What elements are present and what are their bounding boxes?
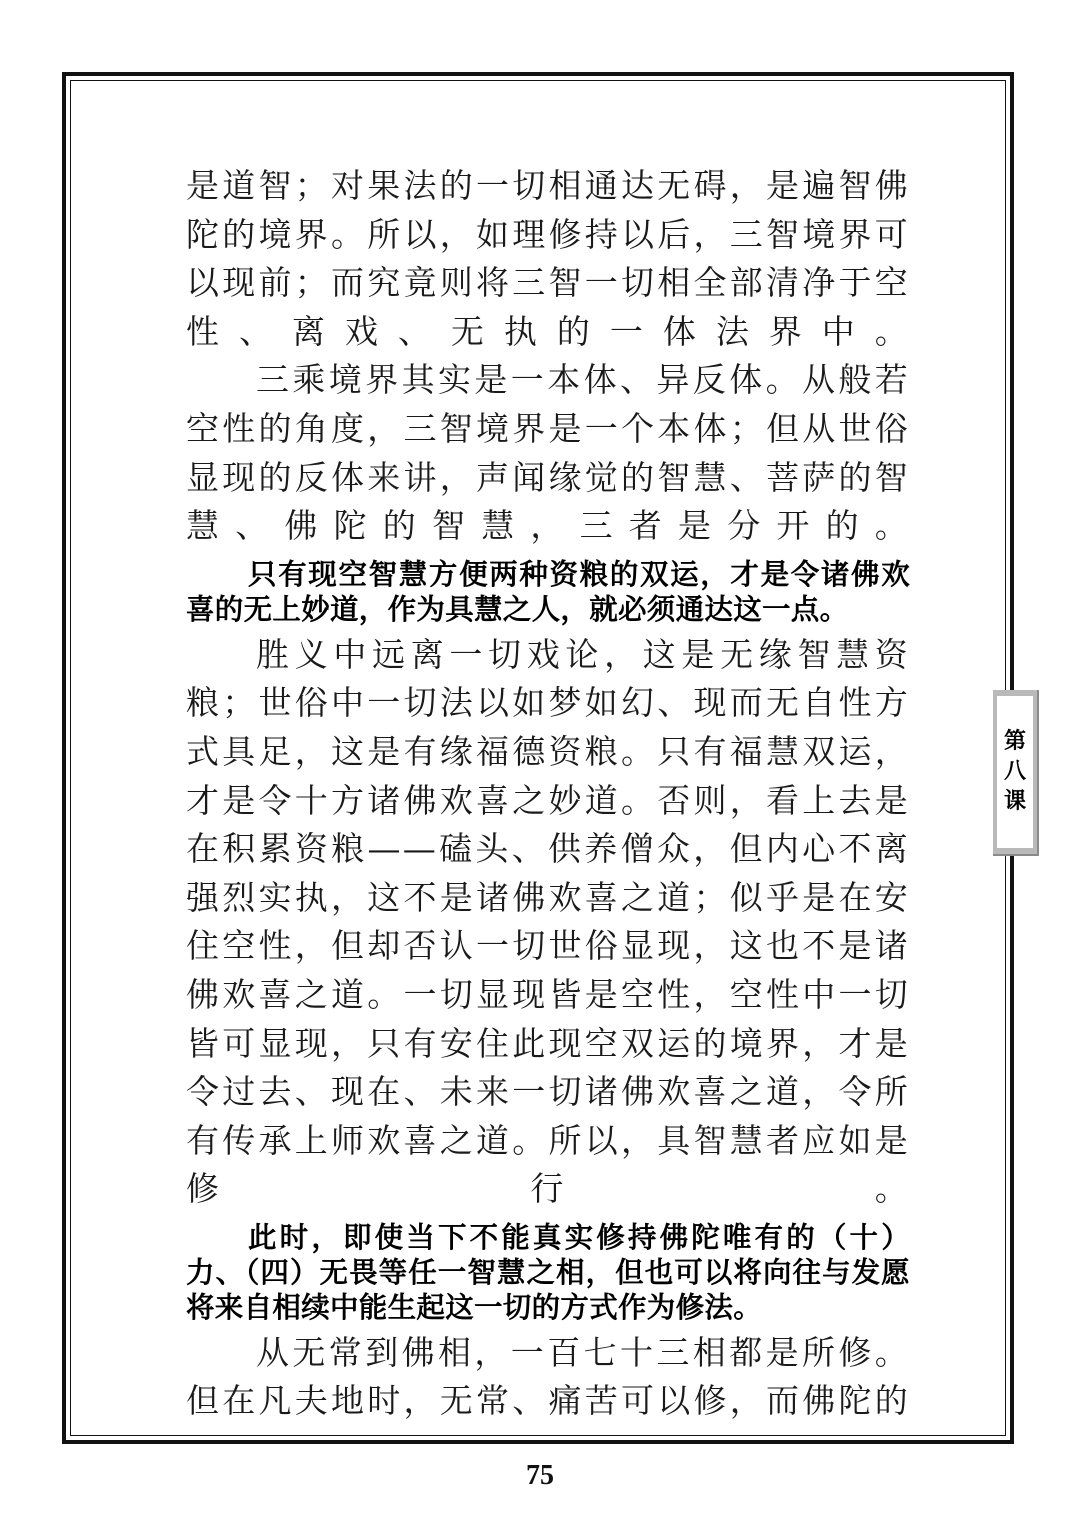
chapter-tab bbox=[993, 690, 1039, 856]
paragraph-1: 是道智；对果法的一切相通达无碍，是遍智佛陀的境界。所以，如理修持以后，三智境界可以现前；而究竟则将三智一切相全部清净于空性、离戏、无执的一体法界中。 bbox=[186, 166, 910, 351]
root-verse-2: 此时，即使当下不能真实修持佛陀唯有的（十）力、（四）无畏等任一智慧之相，但也可以将向往与发愿将来自相续中能生起这一切的方式作为修法。 bbox=[186, 1220, 910, 1324]
page-body bbox=[186, 162, 910, 1426]
root-verse-1: 只有现空智慧方便两种资粮的双运，才是令诸佛欢喜的无上妙道，作为具慧之人，就必须通达这一点。 bbox=[186, 557, 910, 626]
chapter-tab-label bbox=[997, 696, 1033, 848]
paragraph-2: 三乘境界其实是一本体、异反体。从般若空性的角度，三智境界是一个本体；但从世俗显现的反体来讲，声闻缘觉的智慧、菩萨的智慧、佛陀的智慧，三者是分开的。 bbox=[186, 360, 910, 546]
chapter-tab-char-1: 第 bbox=[1003, 729, 1026, 754]
chapter-tab-char-2: 八 bbox=[1003, 759, 1026, 784]
chapter-tab-char-3: 课 bbox=[1003, 789, 1026, 814]
page-number: 75 bbox=[526, 1460, 554, 1491]
paragraph-3: 胜义中远离一切戏论，这是无缘智慧资粮；世俗中一切法以如梦如幻、现而无自性方式具足，这是有缘福德资粮。只有福慧双运，才是令十方诸佛欢喜之妙道。否则，看上去是在积累资粮——磕头、供养僧众，但内心不离强烈实执，这不是诸佛欢喜之道；似乎是在安住空性，但却否认一切世俗显现，这也不是诸佛欢喜之道。一切显现皆是空性，空性中一切皆可显现，只有安住此现空双运的境界，才是令过去、现在、未来一切诸佛欢喜之道，令所有传承上师欢喜之道。所以，具智慧者应如是修行。 bbox=[186, 634, 910, 1209]
paragraph-4: 从无常到佛相，一百七十三相都是所修。但在凡夫地时，无常、痛苦可以修，而佛陀的 bbox=[186, 1332, 910, 1421]
